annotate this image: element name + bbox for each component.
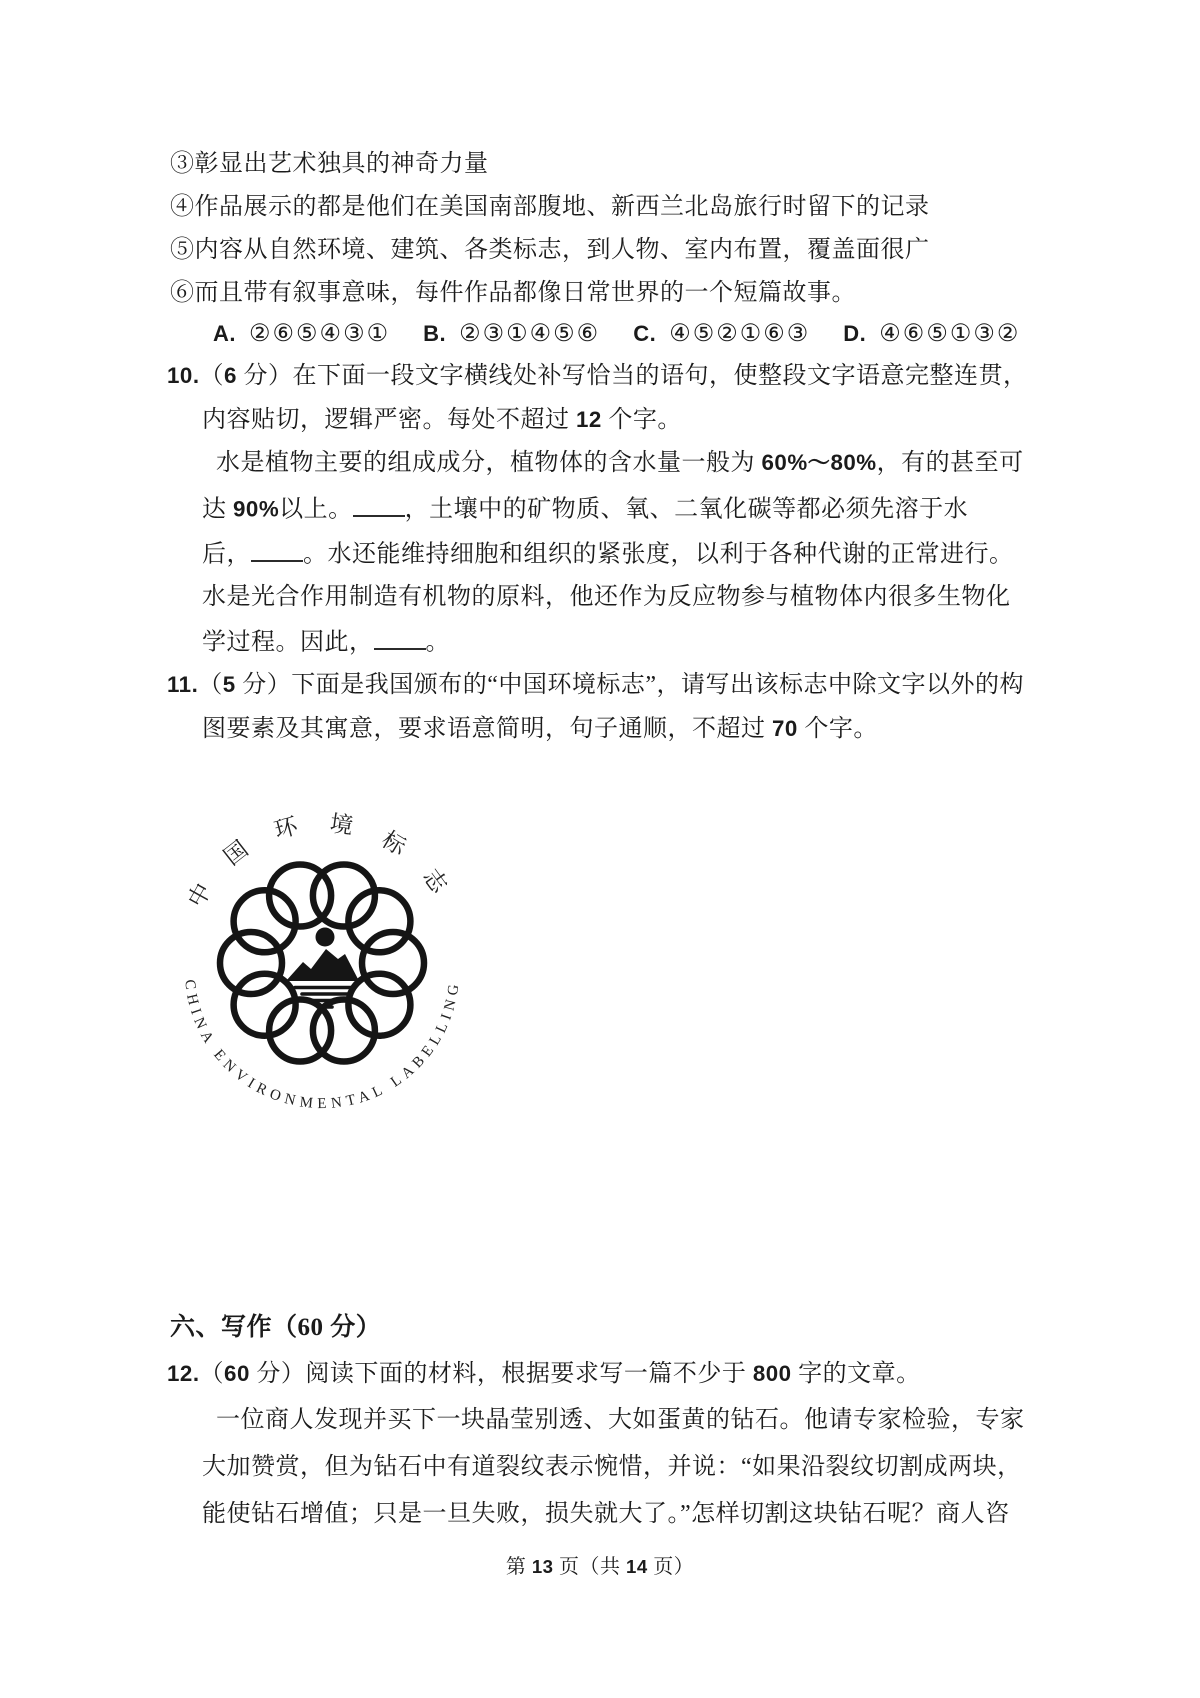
logo-en-textpath: CHINA ENVIRONMENTAL LABELLING bbox=[181, 978, 463, 1113]
page-number-footer: 第 13 页（共 14 页） bbox=[505, 1556, 695, 1578]
q9-option-a-label: A. bbox=[213, 321, 236, 346]
q10-para-line5: 学过程。因此， 。 bbox=[202, 629, 450, 656]
mountain-icon bbox=[286, 949, 359, 981]
q9-option-a-value: ②⑥⑤④③① bbox=[249, 321, 391, 347]
q9-option-d bbox=[843, 321, 1020, 349]
q12-para-line1: 一位商人发现并买下一块晶莹别透、大如蛋黄的钻石。他请专家检验，专家 bbox=[216, 1407, 1025, 1433]
q9-item-6: ⑥而且带有叙事意味，每件作品都像日常世界的一个短篇故事。 bbox=[170, 280, 856, 306]
q9-item-4: ④作品展示的都是他们在美国南部腹地、新西兰北岛旅行时留下的记录 bbox=[170, 194, 930, 220]
q9-options-row bbox=[213, 321, 1053, 349]
q9-option-c bbox=[633, 321, 810, 349]
q9-option-a bbox=[213, 321, 390, 349]
q10-para-line3: 后， 。水还能维持细胞和组织的紧张度，以利于各种代谢的正常进行。 bbox=[202, 541, 1014, 568]
logo-cn-arc-text bbox=[183, 811, 452, 911]
q12-para-line3: 能使钻石增值；只是一旦失败，损失就大了。”怎样切割这块钻石呢？商人咨 bbox=[202, 1501, 1010, 1527]
q10-para-line4: 水是光合作用制造有机物的原料，他还作为反应物参与植物体内很多生物化 bbox=[202, 584, 1011, 610]
logo-cn-char: 标 bbox=[377, 826, 411, 861]
q9-option-d-label: D. bbox=[843, 321, 867, 346]
logo-cn-char: 志 bbox=[418, 864, 452, 898]
q9-option-d-value: ④⑥⑤①③② bbox=[879, 321, 1021, 347]
logo-cn-char: 国 bbox=[219, 836, 253, 871]
q10-heading: 10.（6 分）在下面一段文字横线处补写恰当的语句，使整段文字语意完整连贯， bbox=[167, 363, 1028, 389]
q12-heading: 12.（60 分）阅读下面的材料，根据要求写一篇不少于 800 字的文章。 bbox=[167, 1361, 921, 1387]
q10-para-line1: 水是植物主要的组成成分，植物体的含水量一般为 60%～80%，有的甚至可 bbox=[216, 450, 1024, 476]
q9-item-3: ③彰显出艺术独具的神奇力量 bbox=[170, 151, 489, 177]
q9-item-5: ⑤内容从自然环境、建筑、各类标志，到人物、室内布置，覆盖面很广 bbox=[170, 237, 930, 263]
q12-para-line2: 大加赞赏，但为钻石中有道裂纹表示惋惜，并说：“如果沿裂纹切割成两块， bbox=[202, 1454, 1022, 1480]
q11-heading-line2: 图要素及其寓意，要求语意简明，句子通顺，不超过 70 个字。 bbox=[202, 716, 878, 742]
q9-option-c-label: C. bbox=[633, 321, 657, 346]
section6-heading: 六、写作（60 分） bbox=[170, 1314, 382, 1341]
sun-icon bbox=[316, 928, 335, 947]
q9-option-b-value: ②③①④⑤⑥ bbox=[459, 321, 601, 347]
q9-option-b bbox=[423, 321, 600, 349]
q9-option-b-label: B. bbox=[423, 321, 447, 346]
china-environmental-labelling-logo bbox=[152, 793, 492, 1133]
q10-heading-line2: 内容贴切，逻辑严密。每处不超过 12 个字。 bbox=[202, 407, 682, 433]
q11-heading: 11.（5 分）下面是我国颁布的“中国环境标志”，请写出该标志中除文字以外的构 bbox=[167, 672, 1025, 698]
logo-cn-char: 环 bbox=[271, 813, 301, 844]
q9-option-c-value: ④⑤②①⑥③ bbox=[669, 321, 811, 347]
logo-cn-char: 境 bbox=[328, 810, 355, 839]
logo-cn-char: 中 bbox=[183, 879, 217, 912]
q10-para-line2: 达 90%以上。 ，土壤中的矿物质、氧、二氧化碳等都必须先溶于水 bbox=[202, 496, 969, 523]
